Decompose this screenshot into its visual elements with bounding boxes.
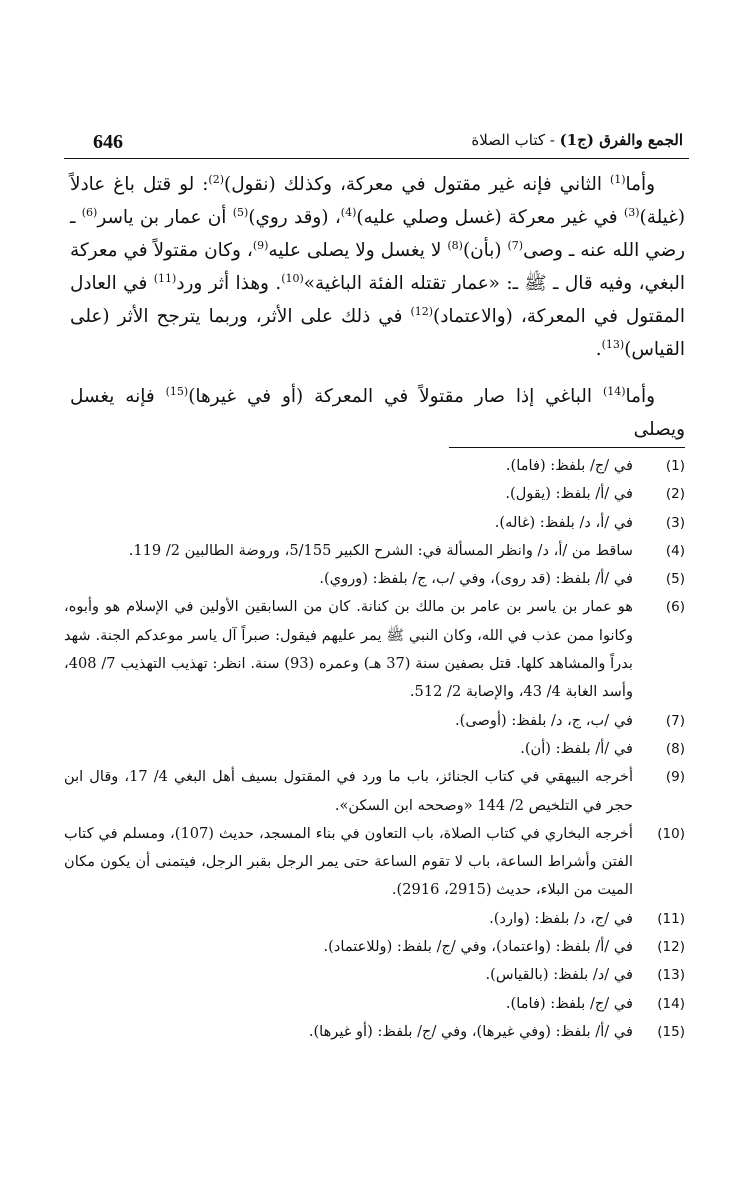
- text-run: ـ رضي الله عنه ـ وصى: [70, 207, 685, 261]
- footnote-text: أخرجه البيهقي في كتاب الجنائز، باب ما ورد في المقتول بسيف أهل البغي 4/ 17، وقال ابن حجر في التلخيص 2/ 144 «وصححه ابن السكن».: [64, 768, 633, 814]
- footnote-text: أخرجه البخاري في كتاب الصلاة، باب التعاون في بناء المسجد، حديث (107)، ومسلم في كتاب الفتن وأشراط الساعة، باب لا تقوم الساعة حتى يمر الرجل بقبر الرجل، فيتمنى أن يكون مكان الميت من البلاء، حديث (2915، 2916).: [64, 824, 633, 899]
- footnote-ref: (14): [602, 384, 626, 398]
- text-run: .: [595, 339, 602, 360]
- footnote: [64, 735, 685, 763]
- footnote-ref: (10): [281, 271, 304, 285]
- footnote-number: (12): [657, 939, 685, 956]
- text-run: في العادل المقتول في المعركة، (والاعتماد): [70, 273, 685, 327]
- text-run: ، وكان مقتولاً في معركة البغي، وفيه قال ـ ﷺ ـ: «عمار تقتله الفئة الباغية»: [70, 240, 685, 294]
- footnote-ref: (4): [340, 205, 357, 219]
- text-run: : لو قتل باغ عادلاً (غيلة): [70, 174, 685, 228]
- text-run: فإنه يغسل ويصلى: [70, 386, 685, 440]
- footnote-number: (5): [665, 571, 685, 588]
- footnote-ref: (2): [208, 172, 225, 186]
- footnote: [64, 452, 685, 480]
- footnote-ref: (12): [410, 304, 434, 318]
- footnote-number: (11): [657, 910, 685, 927]
- footnote: [64, 707, 685, 735]
- page-number: 646: [93, 131, 123, 153]
- footnote-ref: (15): [165, 384, 189, 398]
- footnote-number: (15): [657, 1023, 685, 1040]
- footnote-ref: (9): [252, 238, 269, 252]
- footnote-number: (14): [657, 995, 685, 1012]
- text-run: لا يغسل ولا يصلى عليه: [268, 240, 448, 261]
- footnote-number: (3): [665, 514, 685, 531]
- footnote-number: (10): [657, 825, 685, 842]
- book-title: الجمع والفرق (ج1): [559, 131, 683, 149]
- text-run: في ذلك على الأثر، وربما يترجح الأثر (على القياس): [70, 306, 685, 360]
- footnote-number: (13): [657, 967, 685, 984]
- footnote-rule: [449, 447, 685, 448]
- footnote-number: (8): [665, 740, 685, 757]
- footnote-ref: (6): [81, 205, 98, 219]
- footnote-number: (7): [665, 712, 685, 729]
- text-run: في غير معركة (غسل وصلي عليه): [356, 207, 624, 228]
- footnote-number: (4): [665, 542, 685, 559]
- footnote: [64, 905, 685, 933]
- footnote-ref: (1): [609, 172, 626, 186]
- header-rule: [64, 158, 689, 159]
- footnote: [64, 509, 685, 537]
- footnote-text: في /أ/ بلفظ: (وفي غيرها)، وفي /ج/ بلفظ: (أو غيرها).: [308, 1022, 633, 1040]
- footnote-text: في /ج/ بلفظ: (فاما).: [505, 994, 633, 1012]
- footnote: [64, 565, 685, 593]
- footnote-number: (1): [665, 458, 685, 474]
- footnote: [64, 763, 685, 820]
- paragraph-1: [70, 168, 685, 366]
- footnote: [64, 1018, 685, 1046]
- title-separator: -: [545, 131, 560, 149]
- footnote-ref: (3): [623, 205, 640, 219]
- footnote-text: في /أ/ بلفظ: (قد روى)، وفي /ب، ج/ بلفظ: (وروي).: [319, 570, 633, 588]
- footnote-ref: (13): [601, 337, 625, 351]
- footnote: [64, 593, 685, 706]
- running-head: [471, 131, 683, 149]
- footnote-text: في /د/ بلفظ: (بالقياس).: [485, 966, 633, 984]
- text-run: وأما: [625, 174, 655, 195]
- footnote: [64, 480, 685, 508]
- footnote: [64, 961, 685, 989]
- footnote-text: في /ج/ بلفظ: (فاما).: [505, 457, 633, 474]
- footnote-ref: (5): [232, 205, 249, 219]
- paragraph-2: [70, 380, 685, 446]
- footnote: [64, 537, 685, 565]
- footnote-text: في /أ/ بلفظ: (يقول).: [505, 485, 633, 503]
- footnote-text: في /أ، د/ بلفظ: (غاله).: [494, 513, 633, 531]
- footnote-text: في /أ/ بلفظ: (واعتماد)، وفي /ج/ بلفظ: (وللاعتماد).: [323, 938, 633, 956]
- footnote: [64, 820, 685, 905]
- footnote-text: في /ج، د/ بلفظ: (وارد).: [489, 909, 633, 927]
- text-run: الباغي إذا صار مقتولاً في المعركة (أو في غيرها): [188, 386, 603, 407]
- text-run: ، (وقد روي): [248, 207, 341, 228]
- footnote: [64, 990, 685, 1018]
- footnote-ref: (11): [153, 271, 177, 285]
- footnote-ref: (7): [507, 238, 524, 252]
- text-run: . وهذا أثر ورد: [176, 273, 282, 294]
- text-run: الثاني فإنه غير مقتول في معركة، وكذلك (نقول): [224, 174, 610, 195]
- footnote: [64, 933, 685, 961]
- chapter-title: كتاب الصلاة: [471, 131, 546, 149]
- footnote-text: ساقط من /أ، د/ وانظر المسألة في: الشرح الكبير 5/155، وروضة الطالبين 2/ 119.: [128, 541, 633, 559]
- footnote-text: في /ب، ج، د/ بلفظ: (أوصى).: [455, 711, 633, 729]
- footnote-number: (6): [665, 599, 685, 616]
- text-run: أن عمار بن ياسر: [97, 207, 233, 228]
- main-text: [70, 168, 685, 446]
- footnotes: [64, 452, 685, 1046]
- footnote-text: في /أ/ بلفظ: (أن).: [520, 739, 633, 757]
- text-run: (بأن): [462, 240, 508, 261]
- footnote-text: هو عمار بن ياسر بن عامر بن مالك بن كنانة. كان من السابقين الأولين في الإسلام هو وأبوه، وكانوا ممن عذب في الله، وكان النبي ﷺ يمر عليهم فيقول: صبراً آل ياسر موعدكم الجنة. شهد بدراً والمشاهد كلها. قتل بصفين سنة (37 هـ) وعمره (93) سنة. انظر: تهذيب التهذيب 7/ 408، وأسد الغابة 4/ 43، والإصابة 2/ 512.: [64, 598, 633, 701]
- text-run: وأما: [625, 386, 655, 407]
- footnote-ref: (8): [447, 238, 463, 252]
- footnote-number: (2): [665, 486, 685, 503]
- footnote-number: (9): [665, 769, 685, 786]
